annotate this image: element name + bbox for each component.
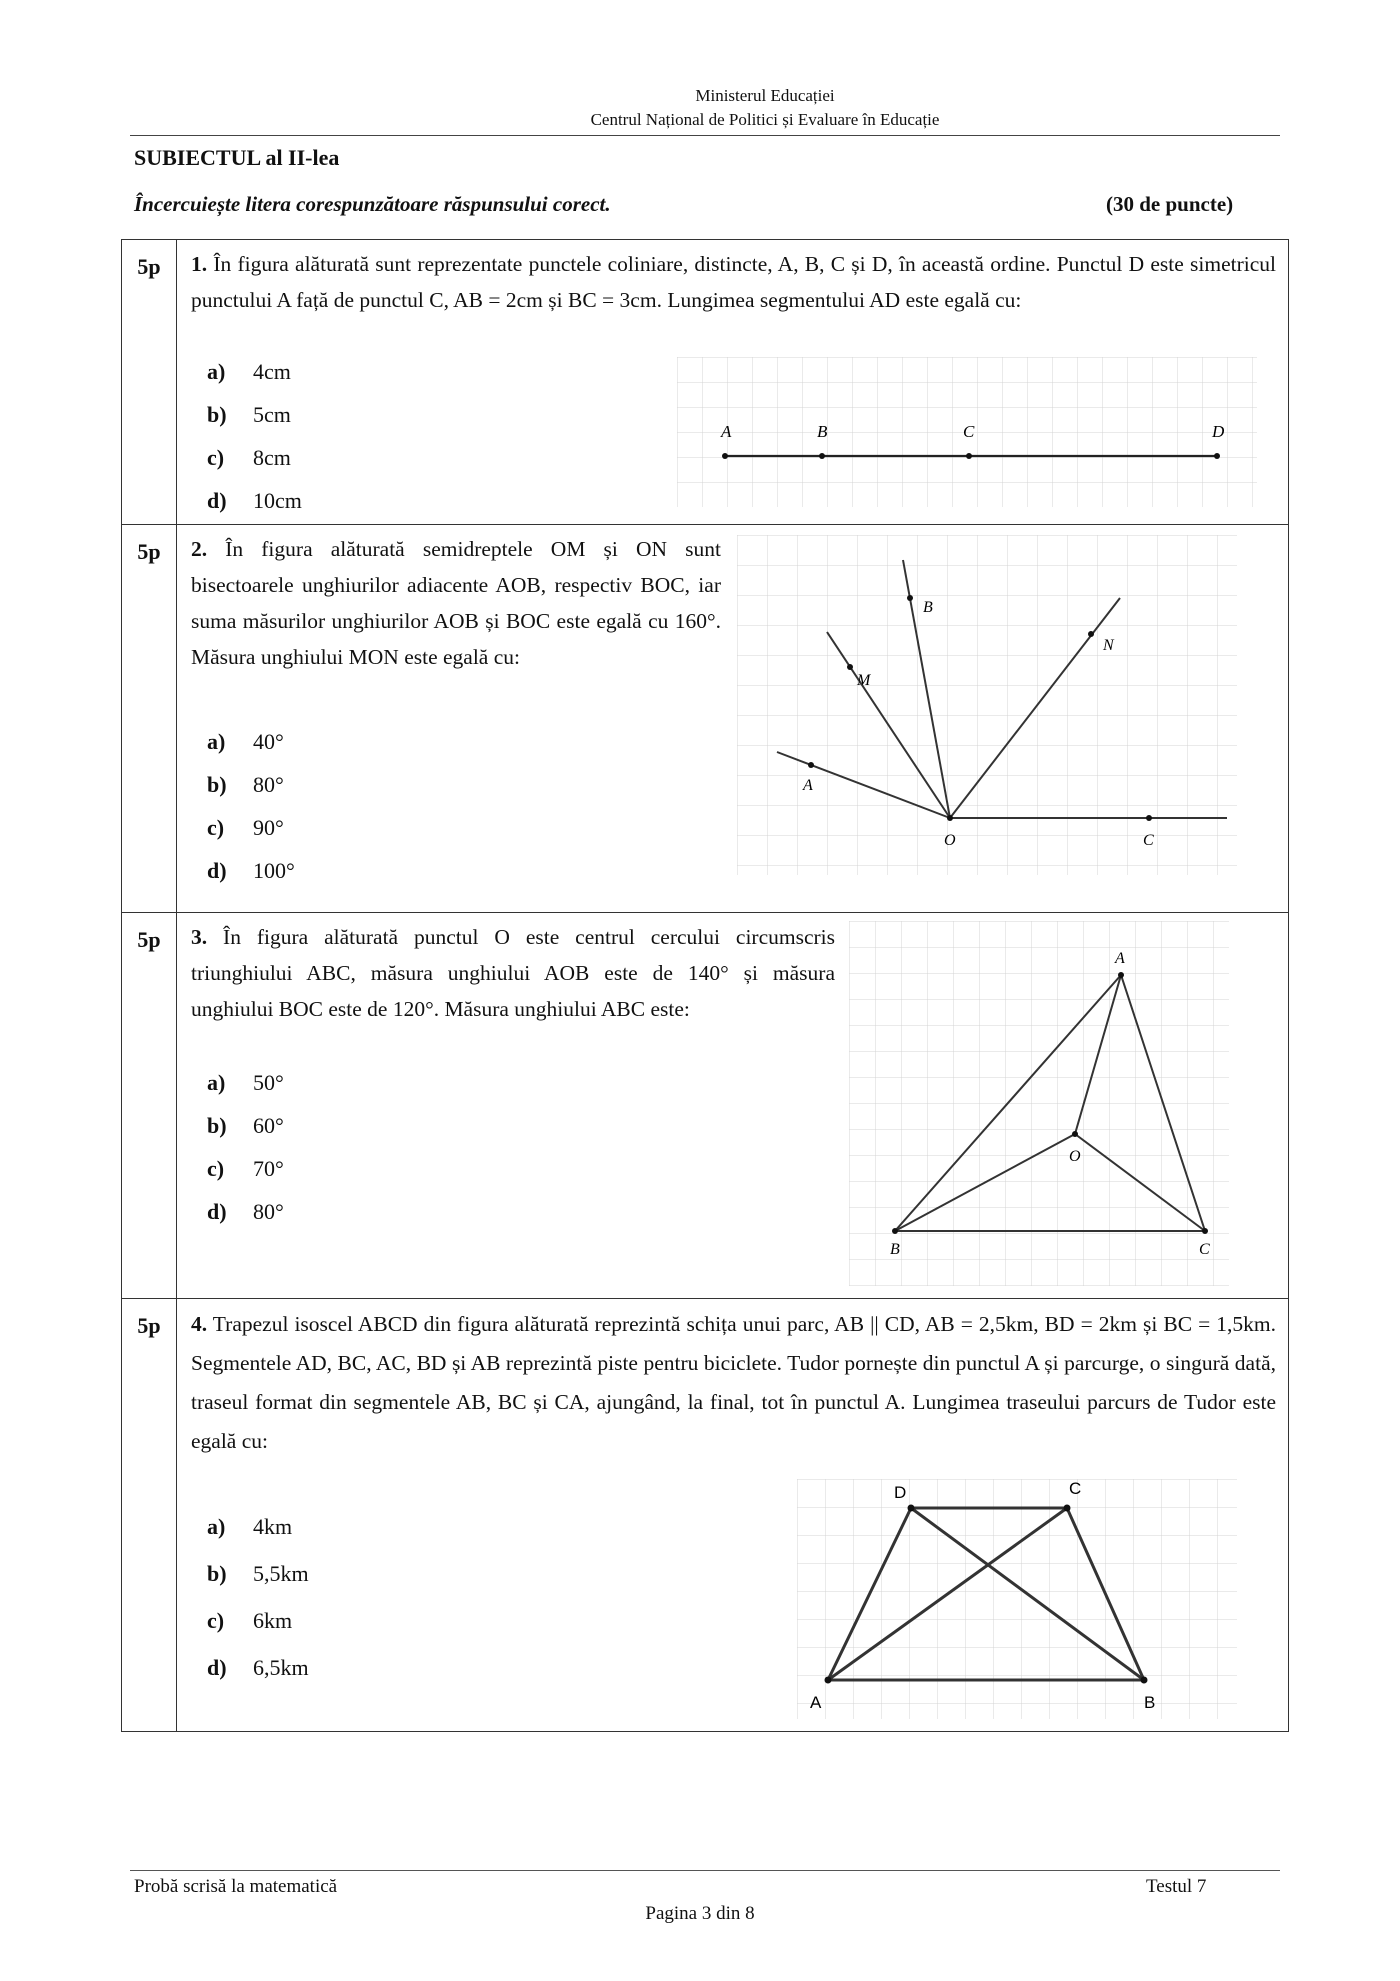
- page-header: [490, 84, 1040, 132]
- label-m: M: [857, 672, 871, 689]
- point-o: [1072, 1131, 1078, 1137]
- option[interactable]: c) 90°: [207, 814, 284, 840]
- label-a: A: [803, 777, 813, 794]
- question-points: 5p: [122, 240, 177, 525]
- label-c: C: [1069, 1479, 1082, 1498]
- option[interactable]: d) 10cm: [207, 487, 302, 513]
- point-m: [847, 664, 853, 670]
- figure-isosceles-trapezoid: [797, 1479, 1237, 1719]
- label-a: A: [1115, 950, 1125, 967]
- option[interactable]: b) 5,5km: [207, 1560, 309, 1586]
- question-1-text: 1. În figura alăturată sunt reprezentate punctele coliniare, distincte, A, B, C și D, în această ordine. Punctul D este simetricul punctului A față de punctul C, AB = 2cm și BC = 3cm. Lungimea segmentului AD este egală cu:: [191, 252, 1277, 312]
- question-row-2: [122, 525, 1289, 913]
- question-row-4: [122, 1299, 1289, 1732]
- point-c: [1202, 1228, 1208, 1234]
- point-a: [825, 1677, 832, 1684]
- question-4-text: 4. Trapezul isoscel ABCD din figura alăturată reprezintă schița unui parc, AB || CD, AB = 2,5km, BD = 2km și BC = 1,5km. Segmentele AD, BC, AC, BD și AB reprezintă piste pentru biciclete. Tudor pornește din punctul A și parcurge, o singură dată, traseul format din segmentele AB, BC și CA, ajungând, la final, tot în punctul A. Lungimea traseului parcurs de Tudor este egală cu:: [191, 1312, 1276, 1453]
- point-d: [908, 1505, 915, 1512]
- footer-test-number: Testul 7: [1146, 1876, 1207, 1897]
- question-row-1: [122, 240, 1289, 525]
- ministry-name: Ministerul Educației: [695, 86, 835, 105]
- figure-triangle-circumcenter: [849, 921, 1229, 1286]
- label-c: C: [1143, 832, 1154, 849]
- figure-bisectors: [737, 535, 1237, 875]
- point-b: [907, 595, 913, 601]
- option[interactable]: c) 70°: [207, 1155, 284, 1181]
- point-b: [819, 453, 825, 459]
- option[interactable]: d) 80°: [207, 1198, 284, 1224]
- label-a: A: [810, 1693, 822, 1712]
- point-c: [1146, 815, 1152, 821]
- option[interactable]: a) 50°: [207, 1069, 284, 1095]
- label-o: O: [944, 832, 956, 849]
- label-o: O: [1069, 1148, 1081, 1165]
- footer-page-number: Pagina 3 din 8: [645, 1903, 755, 1924]
- option[interactable]: c) 8cm: [207, 444, 291, 470]
- point-d: [1214, 453, 1220, 459]
- point-b: [892, 1228, 898, 1234]
- question-row-3: [122, 913, 1289, 1299]
- questions-table: [121, 239, 1289, 1732]
- point-a: [722, 453, 728, 459]
- footer-rule: [130, 1870, 1280, 1871]
- question-points: 5p: [122, 913, 177, 1299]
- label-d: D: [1212, 422, 1225, 441]
- label-b: B: [1144, 1693, 1156, 1712]
- center-name: Centrul Național de Politici și Evaluare în Educație: [590, 110, 940, 129]
- label-d: D: [894, 1483, 907, 1502]
- point-c: [966, 453, 972, 459]
- point-a: [808, 762, 814, 768]
- point-o: [947, 815, 953, 821]
- figure-collinear-points: [677, 357, 1257, 507]
- option[interactable]: a) 40°: [207, 728, 284, 754]
- label-a: A: [721, 422, 732, 441]
- instruction: Încercuiește litera corespunzătoare răspunsului corect.: [134, 192, 611, 216]
- label-n: N: [1103, 637, 1114, 654]
- option[interactable]: b) 5cm: [207, 401, 291, 427]
- question-3-text: 3. În figura alăturată punctul O este centrul cercului circumscris triunghiului ABC, măsura unghiului AOB este de 140° și măsura unghiului BOC este de 120°. Măsura unghiului ABC este:: [191, 925, 835, 1021]
- question-1-options: [207, 350, 302, 522]
- label-c: C: [1199, 1241, 1210, 1258]
- header-rule: [130, 135, 1280, 136]
- option[interactable]: c) 6km: [207, 1607, 293, 1633]
- option[interactable]: b) 80°: [207, 771, 284, 797]
- points-total: (30 de puncte): [1106, 192, 1234, 216]
- subject-title: SUBIECTUL al II-lea: [134, 145, 340, 170]
- option[interactable]: a) 4km: [207, 1513, 293, 1539]
- label-b: B: [923, 599, 933, 616]
- question-points: 5p: [122, 1299, 177, 1732]
- point-b: [1141, 1677, 1148, 1684]
- point-n: [1088, 631, 1094, 637]
- label-c: C: [963, 422, 975, 441]
- question-4-options: [207, 1503, 309, 1691]
- question-2-options: [207, 720, 295, 892]
- option[interactable]: b) 60°: [207, 1112, 284, 1138]
- option[interactable]: d) 6,5km: [207, 1654, 309, 1680]
- footer-exam-name: Probă scrisă la matematică: [134, 1876, 338, 1897]
- label-b: B: [817, 422, 828, 441]
- question-3-options: [207, 1061, 284, 1233]
- question-points: 5p: [122, 525, 177, 913]
- question-2-text: 2. În figura alăturată semidreptele OM și ON sunt bisectoarele unghiurilor adiacente AOB, respectiv BOC, iar suma măsurilor unghiurilor AOB și BOC este egală cu 160°. Măsura unghiului MON este egală cu:: [191, 537, 722, 669]
- point-c: [1064, 1505, 1071, 1512]
- label-b: B: [890, 1241, 900, 1258]
- option[interactable]: d) 100°: [207, 857, 295, 883]
- option[interactable]: a) 4cm: [207, 358, 291, 384]
- point-a: [1118, 972, 1124, 978]
